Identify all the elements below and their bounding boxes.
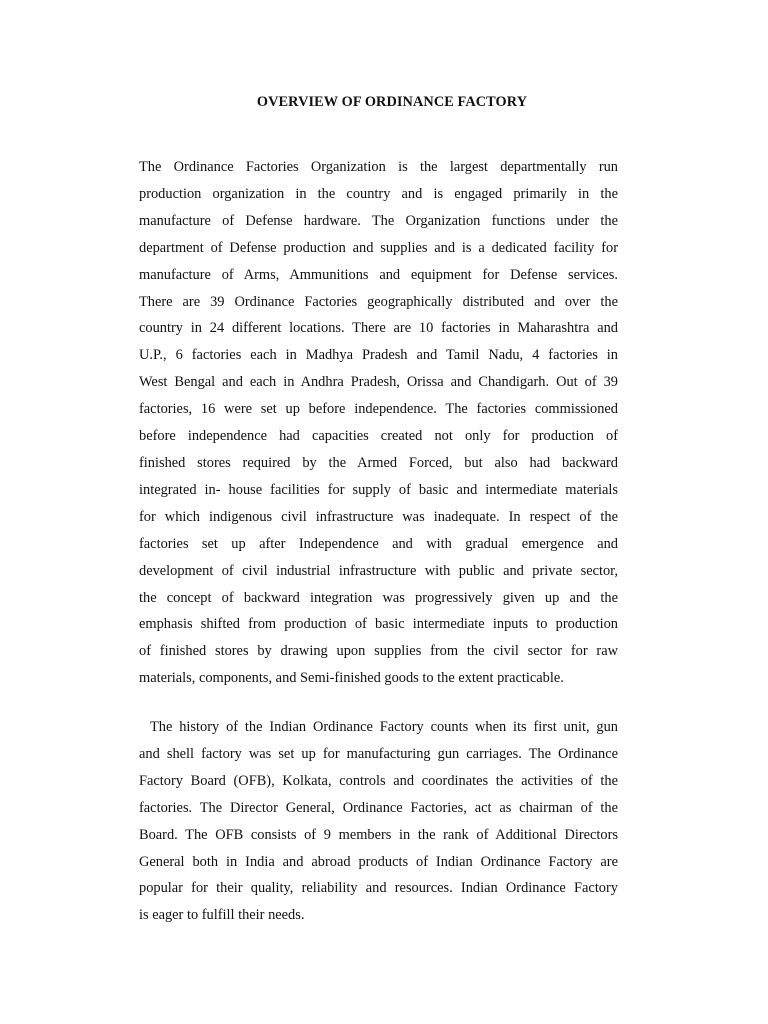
paragraph-line: for which indigenous civil infrastructure was inadequate. In respect of the [139,508,618,525]
paragraph-line: factories, 16 were set up before independence. The factories commissioned [139,401,618,418]
paragraph-line: popular for their quality, reliability and resources. Indian Ordinance Factory [139,880,618,897]
paragraph-line: department of Defense production and supplies and is a dedicated facility for [139,239,618,256]
paragraph-line: emphasis shifted from production of basic intermediate inputs to production [139,616,618,633]
paragraph-line: factories set up after Independence and with gradual emergence and [139,535,618,552]
paragraph-line: country in 24 different locations. There are 10 factories in Maharashtra and [139,320,618,337]
paragraph-line: West Bengal and each in Andhra Pradesh, Orissa and Chandigarh. Out of 39 [139,374,618,391]
paragraph-history [139,714,618,929]
paragraph-line: Factory Board (OFB), Kolkata, controls and coordinates the activities of the [139,772,618,789]
paragraph-line: manufacture of Defense hardware. The Organization functions under the [139,212,618,229]
paragraph-line: factories. The Director General, Ordinance Factories, act as chairman of the [139,799,618,816]
paragraph-line: The history of the Indian Ordinance Factory counts when its first unit, gun [150,719,618,735]
paragraph-line: before independence had capacities created not only for production of [139,428,618,445]
paragraph-line: production organization in the country and is engaged primarily in the [139,185,618,202]
paragraph-line: and shell factory was set up for manufacturing gun carriages. The Ordinance [139,745,618,762]
paragraph-line: of finished stores by drawing upon supplies from the civil sector for raw [139,643,618,660]
paragraph-line: General both in India and abroad products of Indian Ordinance Factory are [139,853,618,870]
paragraph-line: materials, components, and Semi-finished goods to the extent practicable. [139,670,564,687]
paragraph-line: is eager to fulfill their needs. [139,907,305,924]
paragraph-line: the concept of backward integration was progressively given up and the [139,589,618,606]
paragraph-line: development of civil industrial infrastructure with public and private sector, [139,562,618,579]
paragraph-line: integrated in- house facilities for supply of basic and intermediate materials [139,481,618,498]
paragraph-line: manufacture of Arms, Ammunitions and equipment for Defense services. [139,266,618,283]
paragraph-line: Board. The OFB consists of 9 members in the rank of Additional Directors [139,826,618,843]
paragraph-line: The Ordinance Factories Organization is the largest departmentally run [139,159,618,175]
paragraph-line: U.P., 6 factories each in Madhya Pradesh and Tamil Nadu, 4 factories in [139,347,618,364]
paragraph-line: finished stores required by the Armed Forced, but also had backward [139,454,618,471]
document-title: OVERVIEW OF ORDINANCE FACTORY [256,94,528,110]
paragraph-overview [139,154,618,692]
paragraph-line: There are 39 Ordinance Factories geographically distributed and over the [139,293,618,310]
